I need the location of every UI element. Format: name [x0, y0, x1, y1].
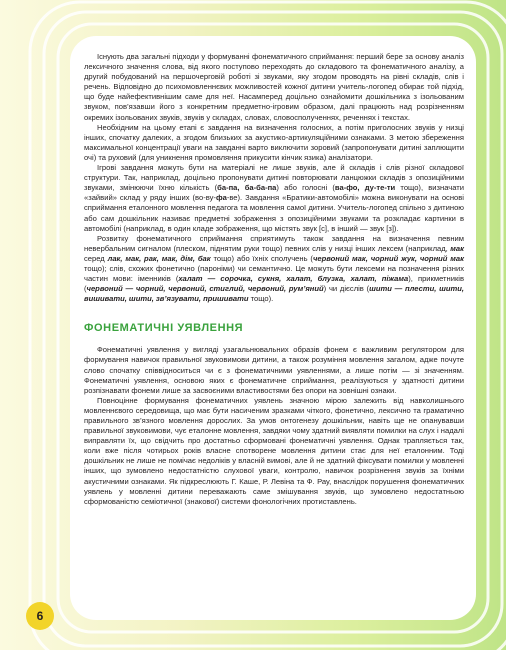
text-run: Фонематичні уявлення у вигляді узагальнювальних образів фонем є важливим регулятором для формування навичок правильної звуковимови дитини, а також розуміння мовлення загалом, адже почуте слово спочатку співвідноситься чи є з фонематичними уявленнями, а лише потім — зі значенням. Фонематичні уявлення, основою яких є фонематичне сприймання, реалізуються у здатності дитини розпізнавати фонеми лише за засвоєними властивостями без опори на зовнішні ознаки. [84, 345, 464, 395]
text-run: ), прикметників ( [84, 274, 464, 294]
text-run: шити — плести, шити, вишивати, шити, зв’язувати, пришивати [84, 284, 464, 304]
text-run: халат — сорочка, сукня, халат, блузка, халат, піжама [178, 274, 409, 284]
text-run: ба-па, ба-ба-па [217, 183, 277, 193]
text-run: серед [84, 253, 108, 263]
document-body [84, 52, 464, 507]
paragraph [84, 345, 464, 395]
text-run: Необхідним на цьому етапі є завдання на визначення голосних, а потім приголосних звуків у низці інших, спочатку далеких, а згодом близьких за акустико-артикуляційними ознаками. З метою збереження максимальної концентрації уваги на завданні варто виключити зоровий (запропонувати дитині заплющити очі) та руховий (для уникнення промовляння прикусити кінчик язика) аналізатори. [84, 122, 464, 162]
text-run: ) чи дієслів ( [323, 284, 370, 294]
text-run: тощо) або їхніх сполучень ( [210, 253, 313, 263]
text-run: Повноцінне формування фонематичних уявлень значною мірою залежить від навколишнього мовленнєвого середовища, що має бути насиченим зразками чіткого, фонетично, лексично та граматично правильного зв’язного мовлення дорослих. За умов онтогенезу дошкільник, навіть ще не опанувавши правильної звуковимови, чує еталонне мовлення, завдяки чому здатний виявляти помилки на слух і надалі виправляти їх, що свідчить про достатньо сформовані фонематичні уявлення. Однак трапляється так, коли вже після чотирьох років власне спотворене мовлення дитини стає для неї еталонним. Тоді дошкільник не лише не помічає недоліків у власній вимові, але й не здатний фіксувати помилки у мовленні інших, що зумовлено недостатністю слухової уваги, контролю, навичок розрізнення звуків за їхніми акустичними ознаками. Як підкреслюють Г. Каше, Р. Левіна та Ф. Рау, внаслідок порушення фонематичних уявлень у мовленні дитини переважають саме змішування звуків, що зумовлено недостатньою сформованістю семіотичної (знакової) системи фонологічних протиставлень. [84, 395, 464, 506]
text-run: тощо). [248, 294, 274, 304]
text-run: мак [450, 243, 464, 253]
text-run: Розвитку фонематичного сприймання сприятимуть також завдання на визначення певним невербальним сигналом (плеском, піднятим руки тощо) певних слів у низці інших лексем (наприклад, [84, 233, 464, 253]
paragraph [84, 163, 464, 234]
text-run: червоний — чорний, червоний, стиглий, червоний, рум’яний [86, 284, 324, 294]
text-run: Ігрові завдання можуть бути на матеріалі не лише звуків, але й складів і слів різної складової структури. Так, наприклад, доцільно пропонувати дитині повторювати ланцюжки складів з опозиційними звуками, змінюючи їхню кількість ( [84, 163, 464, 193]
text-run: тощо), визначати «зайвий» склад у ряду інших (во-ву- [84, 183, 464, 203]
section-heading: ФОНЕМАТИЧНІ УЯВЛЕННЯ [84, 322, 244, 335]
text-run: ) або голосні ( [276, 183, 335, 193]
text-run: ва-фо, ду-те-ти [334, 183, 396, 193]
text-run: тощо); слів, схожих фонетично (пароніми) чи семантично. Це можуть бути лексеми на позначення різних частин мови: іменників ( [84, 263, 464, 284]
section-phonemic-perception [84, 52, 464, 304]
text-run: червоний мак, чорний жук, чорний мак [312, 253, 465, 263]
text-run: -ве). Завдання «Братики-автомобілі» можна виконувати на основі сприймання еталонного мовлення педагога та мовлення самої дитини. Учитель-логопед спільно з дитиною або сам дошкільник називає предметні зображення з опозиційними звуками та розкладає картинки в автомобілі (наприклад, в один кладе зображення, що містять звук [с], в інший — звук [з]). [84, 193, 464, 233]
paragraph [84, 52, 464, 123]
page-number: 6 [36, 609, 44, 623]
paragraph [84, 123, 464, 163]
text-run: лак, мак, рак, мак, дім, бак [107, 253, 211, 263]
text-run: Існують два загальні підходи у формуванні фонематичного сприймання: перший бере за основу аналіз лексичного значення слова, від якого поступово переходять до складового та фонематичного аналізу, а другий побудований на першочерговій роботі зі звуками, яку згодом проводять на рівні складів, слів і речень. Відповідно до психомовленнєвих можливостей кожної дитини учитель-логопед обирає той підхід, що буде найефективнішим саме для неї. Насамперед доцільно ознайомити дошкільника з ізольованим звуком, пов’язавши його з конкретним предметно-ігровим образом, далі працюють над розрізненням окремих ізольованих звуків, звуків у складах, словах, словосполученнях, реченнях і текстах. [84, 52, 464, 122]
paragraph [84, 396, 464, 507]
section-phonemic-representations [84, 345, 464, 507]
paragraph [84, 234, 464, 305]
text-run: фа [215, 193, 227, 203]
page-number-badge [26, 602, 54, 630]
